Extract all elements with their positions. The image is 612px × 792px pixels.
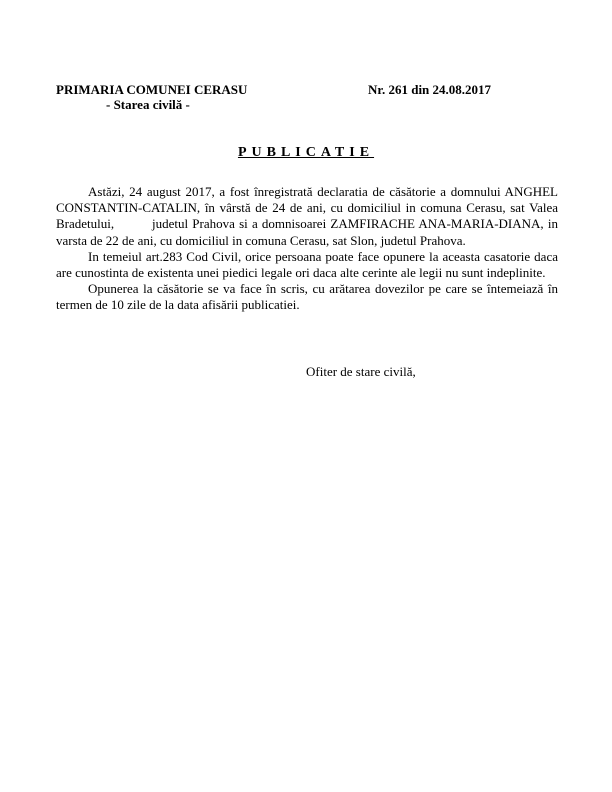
- paragraph-declaration: Astăzi, 24 august 2017, a fost înregistrată declaratia de căsătorie a domnului ANGHEL CONSTANTIN-CATALIN, în vârstă de 24 de ani, cu domiciliul in comuna Cerasu, sat Valea Bradetului, judetul Prahova si a domnisoarei ZAMFIRACHE ANA-MARIA-DIANA, in varsta de 22 de ani, cu domiciliul in comuna Cerasu, sat Slon, judetul Prahova.: [56, 184, 562, 248]
- department-name: - Starea civilă -: [106, 97, 190, 112]
- institution-name: PRIMARIA COMUNEI CERASU: [56, 82, 248, 97]
- paragraph-opposition: Opunerea la căsătorie se va face în scris, cu arătarea dovezilor pe care se întemeiază în termen de 10 zile de la data afisării publicatiei.: [56, 281, 558, 313]
- reference-number: Nr. 261 din 24.08.2017: [368, 82, 492, 97]
- document-body: [56, 184, 562, 314]
- signature-line: Ofiter de stare civilă,: [306, 364, 416, 379]
- paragraph-legal-basis: In temeiul art.283 Cod Civil, orice persoana poate face opunere la aceasta casatorie daca are cunostinta de existenta unei piedici legale ori daca alte cerinte ale legii nu sunt indeplinite.: [56, 248, 558, 281]
- header-institution-block: [56, 82, 247, 112]
- document-title: PUBLICATIE: [237, 145, 375, 160]
